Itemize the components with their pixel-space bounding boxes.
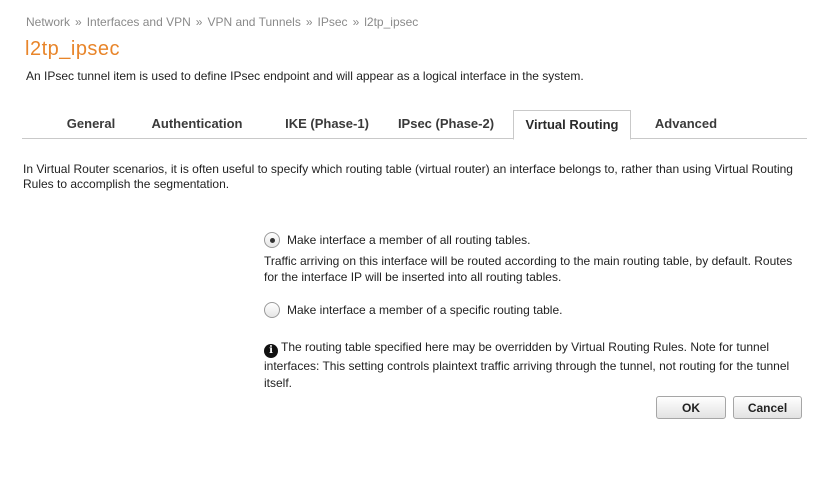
breadcrumb-ipsec[interactable]: IPsec xyxy=(317,15,348,29)
routing-note xyxy=(264,339,804,391)
tab-authentication[interactable]: Authentication xyxy=(151,116,243,131)
tab-advanced[interactable]: Advanced xyxy=(654,116,718,131)
routing-note-text: The routing table specified here may be overridden by Virtual Routing Rules. Note for tunnel interfaces: This setting controls plaintext traffic arriving through the tunnel, not routing for the tunnel itself. xyxy=(264,340,790,390)
intro-text: In Virtual Router scenarios, it is often useful to specify which routing table (virtual router) an interface belongs to, rather than using Virtual Routing Rules to accomplish the segmentation. xyxy=(23,162,793,191)
option-specific-routing-table[interactable] xyxy=(264,302,562,318)
info-icon: i xyxy=(264,344,278,358)
tab-ike-phase-1[interactable]: IKE (Phase-1) xyxy=(285,116,369,131)
page-title: l2tp_ipsec xyxy=(25,38,121,60)
tab-general[interactable]: General xyxy=(66,116,116,131)
breadcrumb xyxy=(26,15,418,29)
page-description: An IPsec tunnel item is used to define IPsec endpoint and will appear as a logical interface in the system. xyxy=(26,69,584,83)
tab-ipsec-phase-2[interactable]: IPsec (Phase-2) xyxy=(397,116,495,131)
radio-specific-routing-table[interactable] xyxy=(264,302,280,318)
tab-bar xyxy=(22,110,807,139)
breadcrumb-separator: » xyxy=(352,15,360,29)
breadcrumb-vpn-and-tunnels[interactable]: VPN and Tunnels xyxy=(207,15,301,29)
breadcrumb-current: l2tp_ipsec xyxy=(364,15,419,29)
option-specific-routing-table-label: Make interface a member of a specific routing table. xyxy=(287,303,563,317)
tab-virtual-routing[interactable]: Virtual Routing xyxy=(513,110,631,140)
cancel-button[interactable]: Cancel xyxy=(733,396,802,419)
breadcrumb-network[interactable]: Network xyxy=(26,15,71,29)
breadcrumb-separator: » xyxy=(195,15,203,29)
breadcrumb-separator: » xyxy=(305,15,313,29)
radio-all-routing-tables[interactable] xyxy=(264,232,280,248)
radio-selected-dot xyxy=(270,238,275,243)
ok-button[interactable]: OK xyxy=(656,396,726,419)
option-all-routing-tables-help: Traffic arriving on this interface will be routed according to the main routing table, by default. Routes for the interface IP will be inserted into all routing tables. xyxy=(264,254,793,284)
option-all-routing-tables-label: Make interface a member of all routing tables. xyxy=(287,233,531,247)
breadcrumb-interfaces-and-vpn[interactable]: Interfaces and VPN xyxy=(86,15,191,29)
breadcrumb-separator: » xyxy=(75,15,82,29)
option-all-routing-tables[interactable] xyxy=(264,232,530,248)
